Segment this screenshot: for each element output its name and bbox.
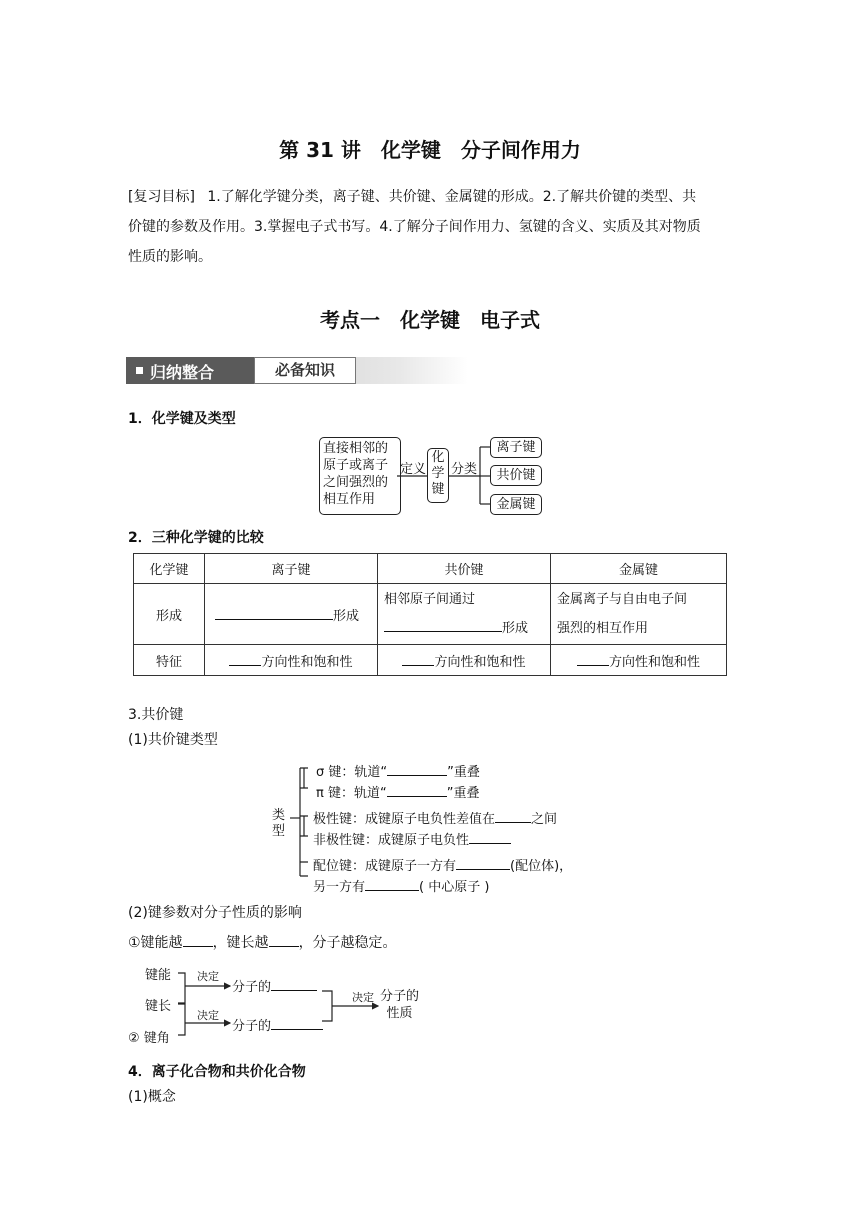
feature-text: 方向性和饱和性: [608, 654, 700, 670]
heading-1: 1．化学键及类型: [128, 411, 236, 427]
definition-line: 相互作用: [323, 492, 376, 507]
objectives-text-1: 1.了解化学键分类，离子键、共价键、金属键的形成。2.了解共价键的类型、共: [207, 189, 697, 205]
classification-label: 分类: [451, 462, 478, 477]
row-label-feature: 特征: [134, 645, 205, 676]
pi-text-a: π 键：轨道“: [316, 786, 387, 801]
bond-angle-label: ② 键角: [128, 1031, 170, 1046]
sigma-text-a: σ 键：轨道“: [316, 765, 388, 780]
coord2-text-b: ( 中心原子 ): [419, 880, 490, 895]
heading-3: 3.共价键: [128, 707, 184, 723]
table-header-cell: 离子键: [205, 554, 378, 584]
covalent-formation-line-1: 相邻原子间通过: [384, 592, 476, 607]
statement-text-c: ，分子越稳定。: [298, 935, 397, 951]
sigma-text-b: ”重叠: [447, 765, 480, 780]
subheading-covalent-types: (1)共价键类型: [128, 732, 218, 748]
molecule-text: 分子的: [232, 980, 272, 995]
polar-text-a: 极性键：成键原子电负性差值在: [313, 812, 496, 827]
banner-right-label: 必备知识: [254, 357, 356, 384]
coord-text-b: (配位体)，: [510, 859, 573, 874]
polar-text-b: 之间: [531, 812, 558, 827]
heading-4: 4．离子化合物和共价化合物: [128, 1064, 306, 1080]
table-header-cell: 共价键: [378, 554, 551, 584]
center-char: 化: [431, 450, 445, 465]
table-header-cell: 化学键: [134, 554, 205, 584]
row-label-formation: 形成: [134, 584, 205, 645]
section-title: 考点一 化学键 电子式: [320, 308, 540, 332]
decide-label-2: 决定: [197, 1009, 219, 1022]
center-char: 学: [431, 466, 445, 481]
definition-line: 直接相邻的: [323, 441, 389, 456]
pi-text-b: ”重叠: [446, 786, 480, 801]
metallic-formation-line-2: 强烈的相互作用: [557, 621, 649, 636]
subheading-concept: (1)概念: [128, 1089, 176, 1105]
decide-label-1: 决定: [197, 970, 219, 983]
ionic-bond-box: 离子键: [490, 437, 542, 458]
molecule-text: 分子的: [232, 1019, 272, 1034]
objectives-label: [复习目标]: [128, 189, 195, 205]
nonpolar-text: 非极性键：成键原子电负性: [313, 833, 470, 848]
property-line: 性质: [386, 1006, 413, 1021]
bond-length-label: 键长: [145, 999, 172, 1014]
statement-text-a: ①键能越: [128, 935, 183, 951]
property-line: 分子的: [380, 989, 420, 1004]
statement-text-b: ，键长越: [212, 935, 269, 951]
objectives-line-3: 性质的影响。: [128, 249, 212, 265]
definition-label: 定义: [400, 462, 427, 477]
banner-left-label: 归纳整合: [150, 363, 215, 382]
metallic-bond-box: 金属键: [490, 494, 542, 515]
coord2-text-a: 另一方有: [313, 880, 366, 895]
page-title: 第 31 讲 化学键 分子间作用力: [279, 138, 581, 162]
metallic-formation-line-1: 金属离子与自由电子间: [557, 592, 688, 607]
covalent-formation-line-2: 形成: [502, 621, 529, 636]
bond-energy-label: 键能: [145, 968, 172, 983]
coord-text-a: 配位键：成键原子一方有: [313, 859, 457, 874]
type-char: 型: [272, 824, 286, 839]
feature-text: 方向性和饱和性: [261, 654, 353, 670]
heading-2: 2．三种化学键的比较: [128, 530, 264, 546]
covalent-bond-box: 共价键: [490, 465, 542, 486]
objectives-line-2: 价键的参数及作用。3.掌握电子式书写。4.了解分子间作用力、氢键的含义、实质及其对物质: [128, 219, 701, 235]
center-char: 键: [431, 482, 445, 497]
table-header-cell: 金属键: [551, 554, 727, 584]
subheading-bond-parameters: (2)键参数对分子性质的影响: [128, 905, 302, 921]
definition-line: 原子或离子: [323, 458, 389, 473]
type-char: 类: [272, 808, 286, 823]
ionic-formation-text: 形成: [333, 608, 360, 624]
feature-text: 方向性和饱和性: [434, 654, 526, 670]
definition-line: 之间强烈的: [323, 475, 389, 490]
decide-label-3: 决定: [352, 991, 374, 1004]
